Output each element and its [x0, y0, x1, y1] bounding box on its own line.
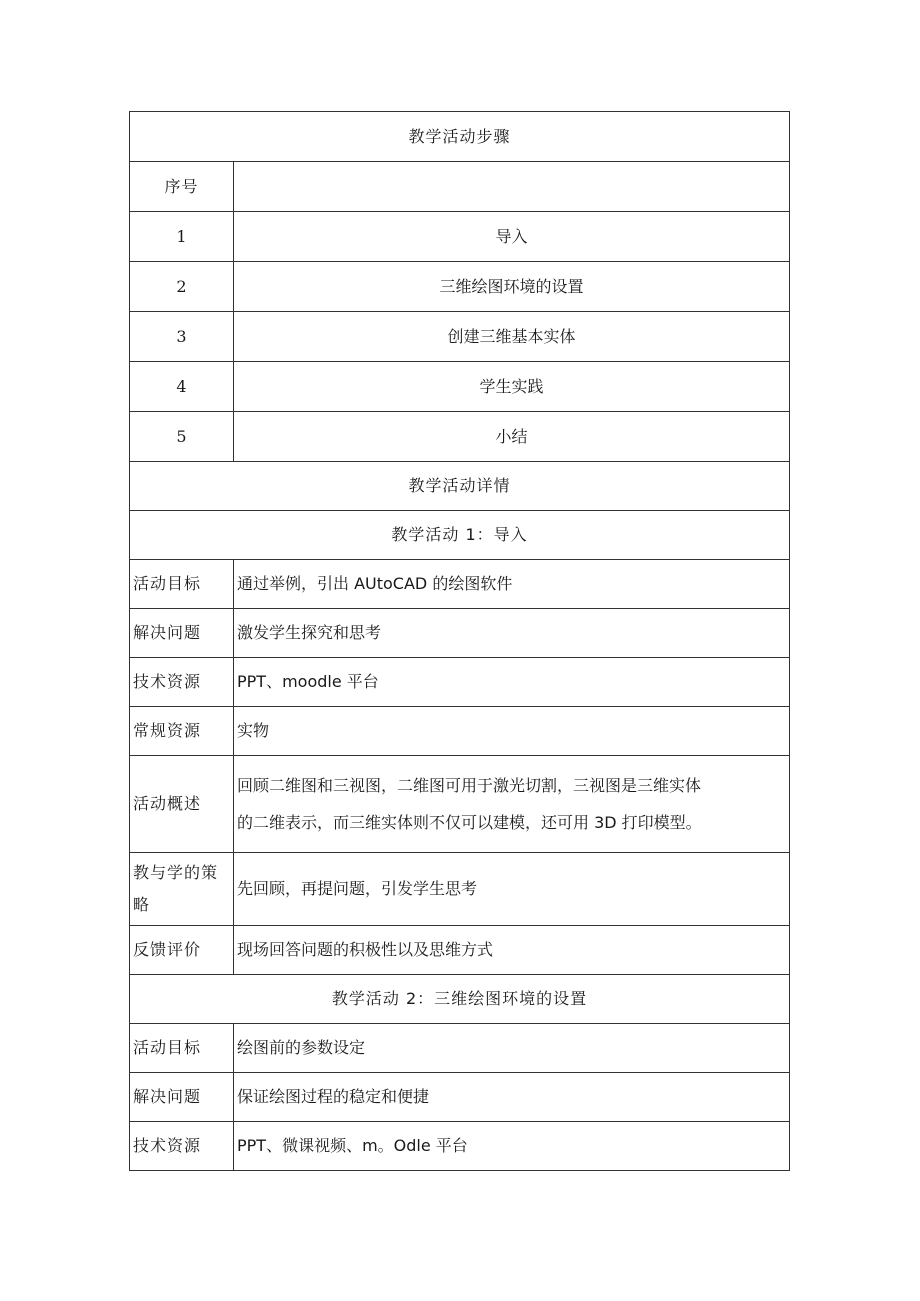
details-header-row [130, 462, 790, 511]
step-name: 学生实践 [234, 362, 790, 412]
activity2-title-row [130, 975, 790, 1024]
steps-header: 教学活动步骤 [130, 112, 790, 162]
activity1-goal-row [130, 560, 790, 609]
activity2-tech-label: 技术资源 [130, 1122, 234, 1171]
step-row [130, 312, 790, 362]
seq-header-row [130, 162, 790, 212]
activity1-feedback-row [130, 926, 790, 975]
steps-header-row [130, 112, 790, 162]
activity1-problem-row [130, 609, 790, 658]
activity1-tech: PPT、moodle 平台 [234, 658, 790, 707]
activity1-goal: 通过举例，引出 AUtoCAD 的绘图软件 [234, 560, 790, 609]
activity2-tech-row [130, 1122, 790, 1171]
step-row [130, 362, 790, 412]
activity1-title-row [130, 511, 790, 560]
activity2-tech: PPT、微课视频、m。Odle 平台 [234, 1122, 790, 1171]
seq-blank-cell [234, 162, 790, 212]
activity1-overview-line2: 的二维表示，而三维实体则不仅可以建模，还可用 3D 打印模型。 [237, 813, 702, 832]
activity1-conventional-label: 常规资源 [130, 707, 234, 756]
step-number: 1 [130, 212, 234, 262]
activity2-problem: 保证绘图过程的稳定和便捷 [234, 1073, 790, 1122]
step-number: 3 [130, 312, 234, 362]
activity1-strategy-label-line2: 略 [133, 895, 151, 914]
activity2-problem-row [130, 1073, 790, 1122]
activity1-title: 教学活动 1：导入 [130, 511, 790, 560]
activity1-strategy-row [130, 853, 790, 926]
step-number: 4 [130, 362, 234, 412]
step-name: 小结 [234, 412, 790, 462]
step-number: 2 [130, 262, 234, 312]
activity1-conventional: 实物 [234, 707, 790, 756]
details-header: 教学活动详情 [130, 462, 790, 511]
activity1-overview-cell [234, 756, 790, 853]
activity2-problem-label: 解决问题 [130, 1073, 234, 1122]
activity1-goal-label: 活动目标 [130, 560, 234, 609]
activity2-goal: 绘图前的参数设定 [234, 1024, 790, 1073]
activity1-strategy: 先回顾，再提问题，引发学生思考 [234, 853, 790, 926]
activity1-conventional-row [130, 707, 790, 756]
activity2-goal-label: 活动目标 [130, 1024, 234, 1073]
step-row [130, 412, 790, 462]
activity1-feedback: 现场回答问题的积极性以及思维方式 [234, 926, 790, 975]
activity1-overview-row [130, 756, 790, 853]
activity1-problem: 激发学生探究和思考 [234, 609, 790, 658]
activity1-strategy-label-cell [130, 853, 234, 926]
step-row [130, 262, 790, 312]
activity2-title: 教学活动 2：三维绘图环境的设置 [130, 975, 790, 1024]
activity1-overview-line1: 回顾二维图和三视图，二维图可用于激光切割，三视图是三维实体 [237, 776, 702, 795]
step-name: 三维绘图环境的设置 [234, 262, 790, 312]
activity1-strategy-label-line1: 教与学的策 [133, 863, 219, 882]
step-name: 创建三维基本实体 [234, 312, 790, 362]
activity1-feedback-label: 反馈评价 [130, 926, 234, 975]
activity1-tech-label: 技术资源 [130, 658, 234, 707]
step-row [130, 212, 790, 262]
seq-label: 序号 [130, 162, 234, 212]
step-name: 导入 [234, 212, 790, 262]
activity2-goal-row [130, 1024, 790, 1073]
activity1-overview-label: 活动概述 [130, 756, 234, 853]
teaching-activity-table [129, 111, 790, 1171]
activity1-problem-label: 解决问题 [130, 609, 234, 658]
activity1-tech-row [130, 658, 790, 707]
step-number: 5 [130, 412, 234, 462]
